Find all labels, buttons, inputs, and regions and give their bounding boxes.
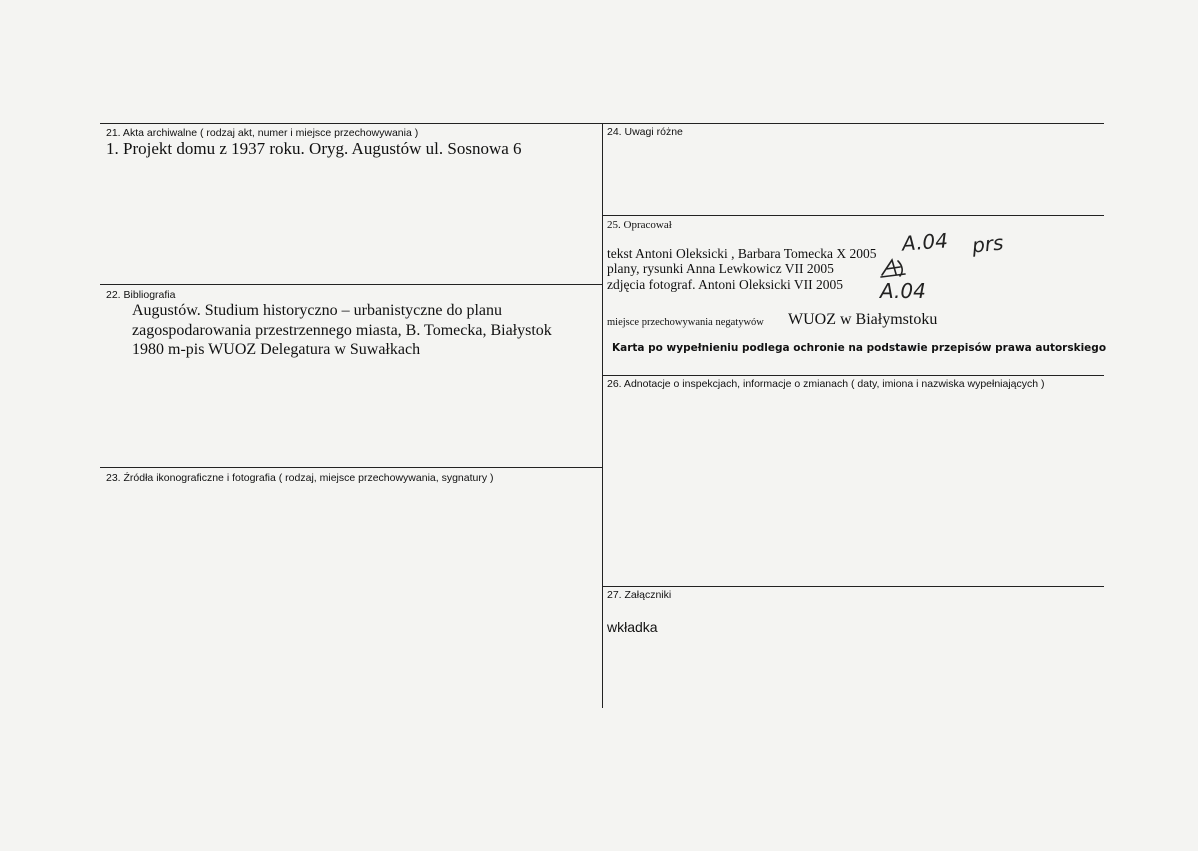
author-line-photos: zdjęcia fotograf. Antoni Oleksicki VII 2005 — [607, 277, 843, 292]
section-26-rule — [602, 375, 1104, 376]
bibliography-line-2: zagospodarowania przestrzennego miasta, B. Tomecka, Białystok — [132, 322, 552, 339]
negatives-location-value: WUOZ w Białymstoku — [788, 311, 938, 328]
negatives-location-label: miejsce przechowywania negatywów — [607, 317, 764, 328]
section-21-text: 1. Projekt domu z 1937 roku. Oryg. Augustów ul. Sosnowa 6 — [106, 139, 522, 158]
author-line-text: tekst Antoni Oleksicki , Barbara Tomecka X 2005 — [607, 246, 877, 261]
section-22-rule — [100, 284, 602, 285]
section-27-label: 27. Załączniki — [607, 589, 672, 601]
section-25-label: 25. Opracował — [607, 219, 672, 231]
bibliography-line-3: 1980 m-pis WUOZ Delegatura w Suwałkach — [132, 341, 421, 358]
bibliography-line-1: Augustów. Studium historyczno – urbanistyczne do planu — [132, 302, 503, 319]
center-divider — [602, 123, 603, 708]
section-21-label: 21. Akta archiwalne ( rodzaj akt, numer i miejsce przechowywania ) — [106, 127, 419, 139]
section-26-label: 26. Adnotacje o inspekcjach, informacje o zmianach ( daty, imiona i nazwiska wypełniających ) — [607, 378, 1045, 390]
section-27-rule — [602, 586, 1104, 587]
handwritten-mark-1: A.04 — [901, 228, 949, 256]
handwritten-mark-2: prs — [970, 230, 1005, 258]
section-22-label: 22. Bibliografia — [106, 289, 176, 301]
copyright-note: Karta po wypełnieniu podlega ochronie na podstawie przepisów prawa autorskiego — [612, 342, 1107, 354]
handwritten-mark-3: A.04 — [880, 279, 926, 303]
author-line-plans: plany, rysunki Anna Lewkowicz VII 2005 — [607, 261, 834, 276]
section-25-rule — [602, 215, 1104, 216]
section-24-label: 24. Uwagi różne — [607, 126, 683, 138]
handwritten-signature — [878, 257, 908, 279]
section-23-rule — [100, 467, 602, 468]
section-23-label: 23. Źródła ikonograficzne i fotografia ( rodzaj, miejsce przechowywania, sygnatury ) — [106, 472, 494, 484]
attachments-text: wkładka — [607, 619, 658, 635]
